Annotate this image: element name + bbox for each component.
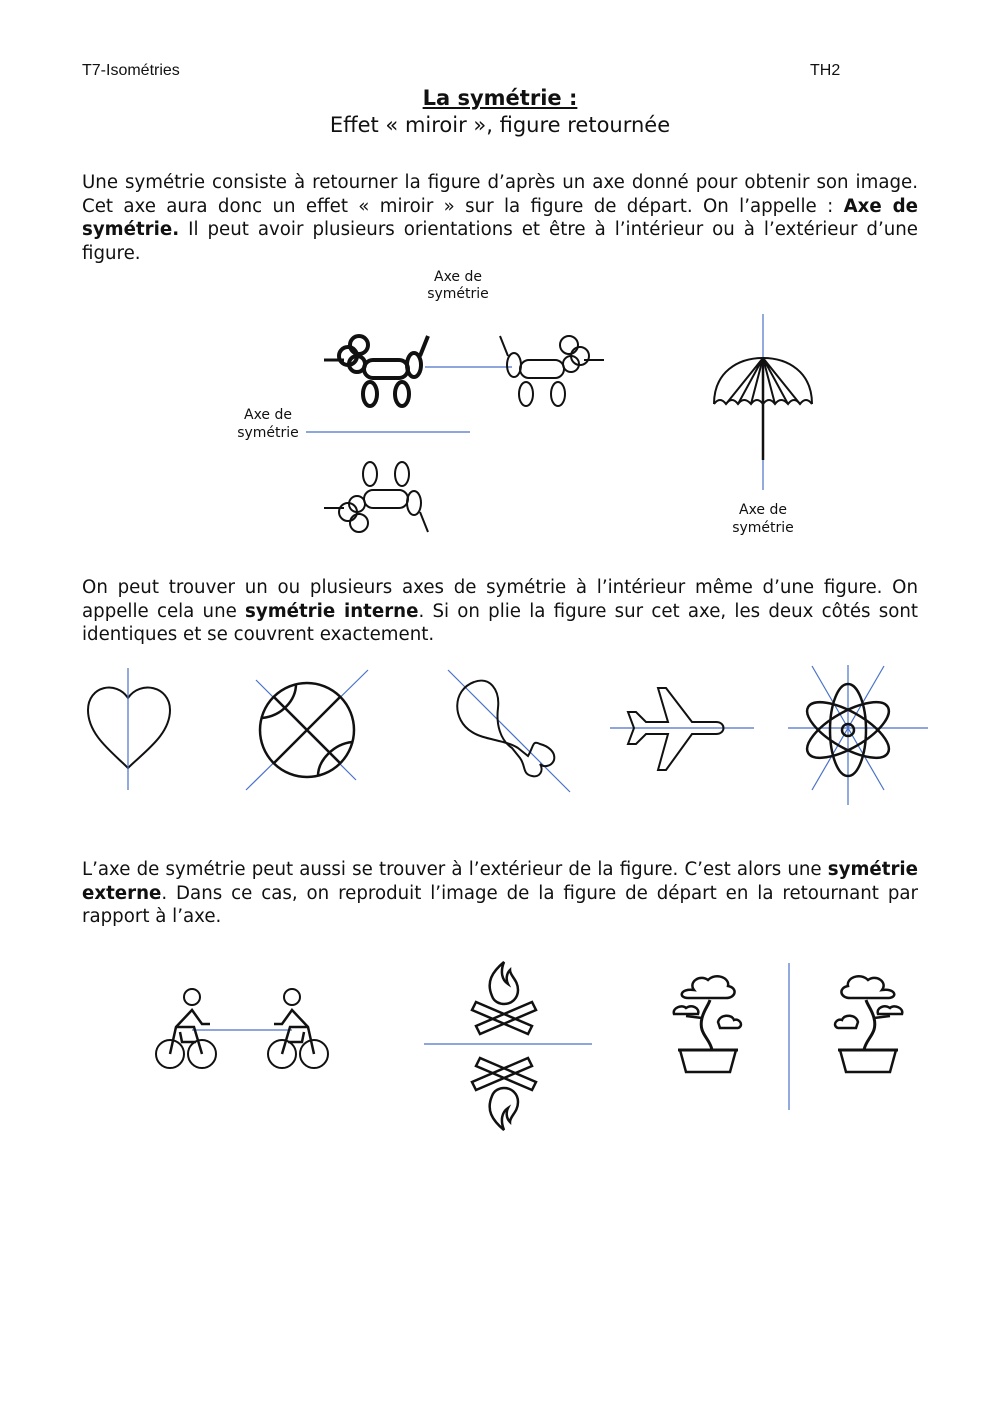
chicken-leg-icon <box>448 670 570 792</box>
balloon-dog-flipped-icon <box>324 462 428 532</box>
paragraph-external-text-2: . Dans ce cas, on reproduit l’image de la figure de départ en la retournant par rapport à l’axe. <box>82 882 918 927</box>
axis-label-left <box>237 407 299 441</box>
paragraph-definition-text-2: Il peut avoir plusieurs orientations et être à l’intérieur ou à l’extérieur d’une figure. <box>82 219 918 264</box>
paragraph-internal-text-1: On peut trouver un ou plusieurs axes de symétrie à l’intérieur même d’une figure. On appelle cela une <box>82 577 918 622</box>
cyclist-icon <box>156 989 216 1068</box>
bonsai-icon <box>674 976 741 1072</box>
paragraph-internal <box>82 576 918 647</box>
axis-label-top <box>427 269 489 302</box>
bonsai-mirrored-icon <box>835 976 902 1072</box>
paragraph-external-bold: symétrie externe <box>82 859 918 904</box>
paragraph-external <box>82 858 918 929</box>
axis-label-right <box>732 502 794 536</box>
axis-label-right-line2: symétrie <box>732 520 794 536</box>
axis-label-left-line2: symétrie <box>237 425 299 441</box>
balloon-dog-icon <box>324 336 428 406</box>
basketball-icon <box>246 670 368 790</box>
cyclist-mirrored-icon <box>268 989 328 1068</box>
airplane-icon <box>610 688 754 770</box>
umbrella-icon <box>714 358 812 460</box>
axis-label-top-line2: symétrie <box>427 286 489 302</box>
paragraph-definition-bold: Axe de symétrie. <box>82 195 918 240</box>
axis-label-right-line1: Axe de <box>739 502 787 518</box>
axis-label-top-line1: Axe de <box>434 269 482 285</box>
axis-label-left-line1: Axe de <box>244 407 292 423</box>
atom-icon <box>788 665 928 805</box>
campfire-mirrored-icon <box>472 1058 536 1130</box>
campfire-icon <box>472 962 536 1034</box>
paragraph-definition-text-1: Une symétrie consiste à retourner la figure d’après un axe donné pour obtenir son image. Cet axe aura donc un effet « miroir » sur la figure de départ. On l’appelle : <box>82 172 918 217</box>
paragraph-external-text-1: L’axe de symétrie peut aussi se trouver à l’extérieur de la figure. C’est alors une <box>82 859 828 880</box>
heart-icon <box>88 668 170 790</box>
paragraph-definition <box>82 171 918 265</box>
page-subtitle: Effet « miroir », figure retournée <box>329 113 671 137</box>
header-left: T7-Isométries <box>82 62 180 79</box>
header-right: TH2 <box>810 62 841 79</box>
balloon-dog-mirrored-icon <box>500 336 604 406</box>
paragraph-internal-bold: symétrie interne <box>245 600 419 622</box>
page-title: La symétrie : <box>422 86 578 110</box>
paragraph-internal-text-2: . Si on plie la figure sur cet axe, les deux côtés sont identiques et se couvrent exactement. <box>82 600 918 645</box>
